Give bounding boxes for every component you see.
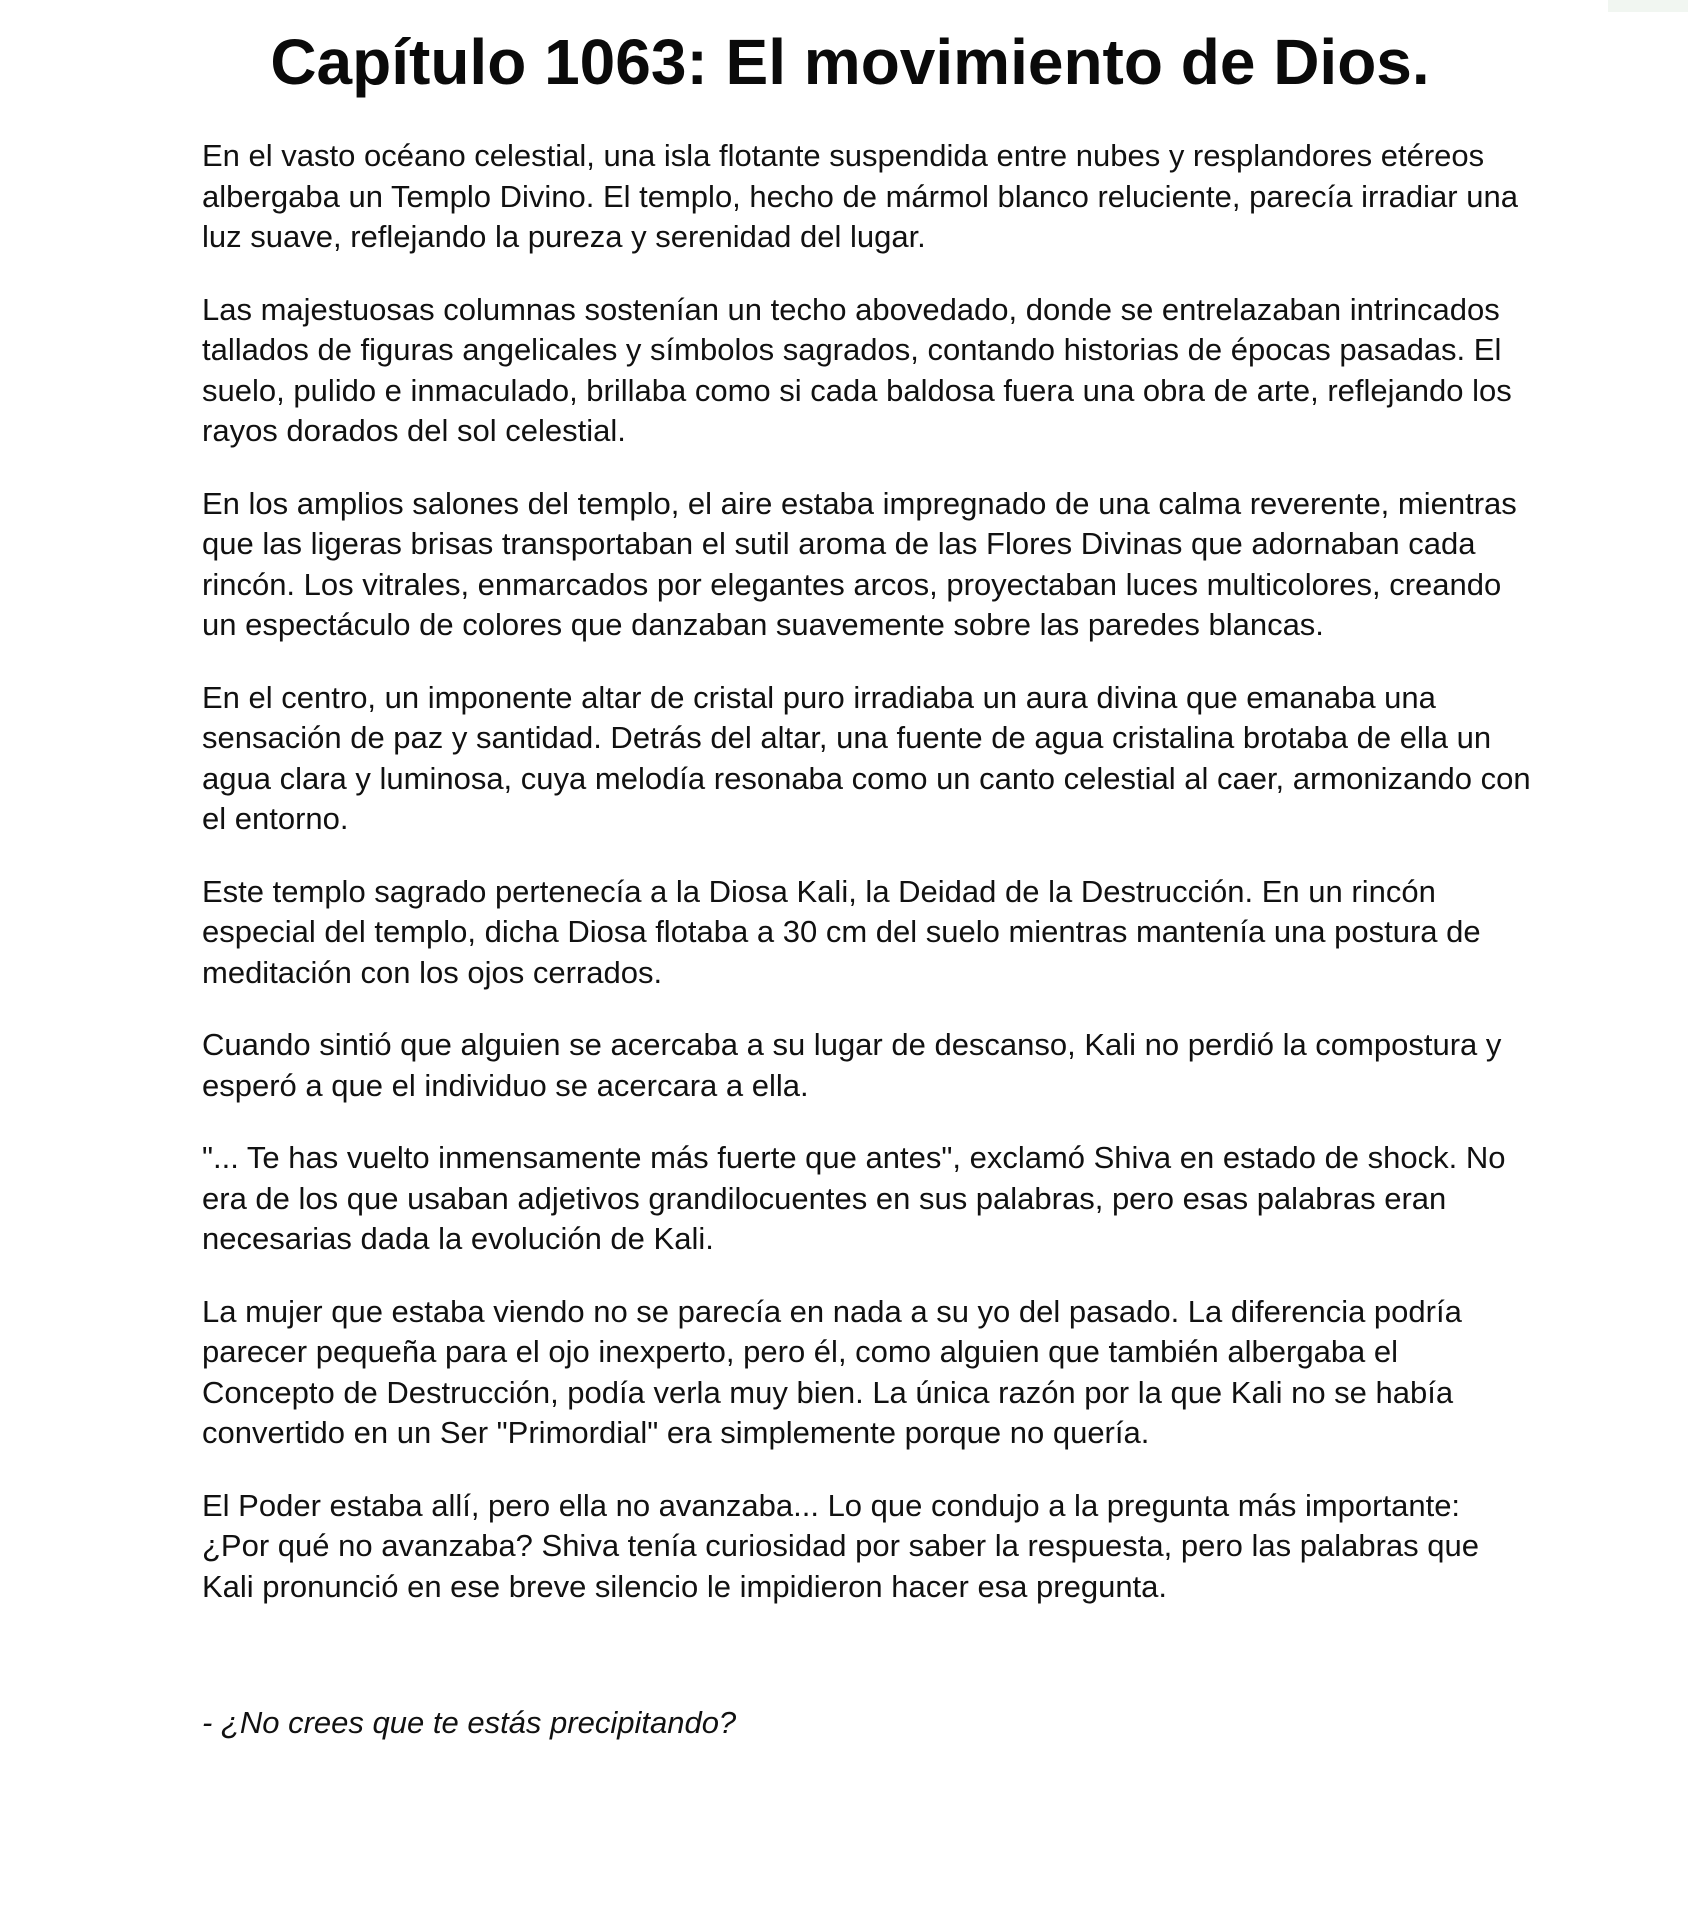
paragraph-5: Este templo sagrado pertenecía a la Diosa Kali, la Deidad de la Destrucción. En un rincón especial del templo, dicha Diosa flotaba a 30 cm del suelo mientras mantenía una postura de meditación con los ojos cerrados. xyxy=(202,873,1481,990)
paragraph-4: En el centro, un imponente altar de cristal puro irradiaba un aura divina que emanaba una sensación de paz y santidad. Detrás del altar, una fuente de agua cristalina brotaba de ella un agua clara y luminosa, cuya melodía resonaba como un canto celestial al caer, armonizando con el entorno. xyxy=(202,679,1531,836)
paragraph-9: El Poder estaba allí, pero ella no avanzaba... Lo que condujo a la pregunta más importante: ¿Por qué no avanzaba? Shiva tenía curiosidad por saber la respuesta, pero las palabras que Kali pronunció en ese breve silencio le impidieron hacer esa pregunta. xyxy=(202,1487,1479,1604)
paragraph-1: En el vasto océano celestial, una isla flotante suspendida entre nubes y resplandores etéreos albergaba un Templo Divino. El templo, hecho de mármol blanco reluciente, parecía irradiar una luz suave, reflejando la pureza y serenidad del lugar. xyxy=(202,138,1518,254)
corner-mark xyxy=(1608,0,1688,12)
dialog-line: - ¿No crees que te estás precipitando? xyxy=(202,1705,737,1740)
paragraph-8: La mujer que estaba viendo no se parecía en nada a su yo del pasado. La diferencia podría parecer pequeña para el ojo inexperto, pero él, como alguien que también albergaba el Concepto de Destrucción, podía verla muy bien. La única razón por la que Kali no se había convertido en un Ser "Primordial" era simplemente porque no quería. xyxy=(202,1293,1462,1450)
chapter-body xyxy=(202,136,1532,1776)
paragraph-7: "... Te has vuelto inmensamente más fuerte que antes", exclamó Shiva en estado de shock. No era de los que usaban adjetivos grandilocuentes en sus palabras, pero esas palabras eran necesarias dada la evolución de Kali. xyxy=(202,1140,1506,1256)
paragraph-6: Cuando sintió que alguien se acercaba a su lugar de descanso, Kali no perdió la compostura y esperó a que el individuo se acercara a ella. xyxy=(202,1027,1502,1103)
chapter-title: Capítulo 1063: El movimiento de Dios. xyxy=(270,26,1430,98)
paragraph-2: Las majestuosas columnas sostenían un techo abovedado, donde se entrelazaban intrincados tallados de figuras angelicales y símbolos sagrados, contando historias de épocas pasadas. El suelo, pulido e inmaculado, brillaba como si cada baldosa fuera una obra de arte, reflejando los rayos dorados del sol celestial. xyxy=(202,291,1512,448)
paragraph-3: En los amplios salones del templo, el aire estaba impregnado de una calma reverente, mientras que las ligeras brisas transportaban el sutil aroma de las Flores Divinas que adornaban cada rincón. Los vitrales, enmarcados por elegantes arcos, proyectaban luces multicolores, creando un espectáculo de colores que danzaban suavemente sobre las paredes blancas. xyxy=(202,485,1517,642)
